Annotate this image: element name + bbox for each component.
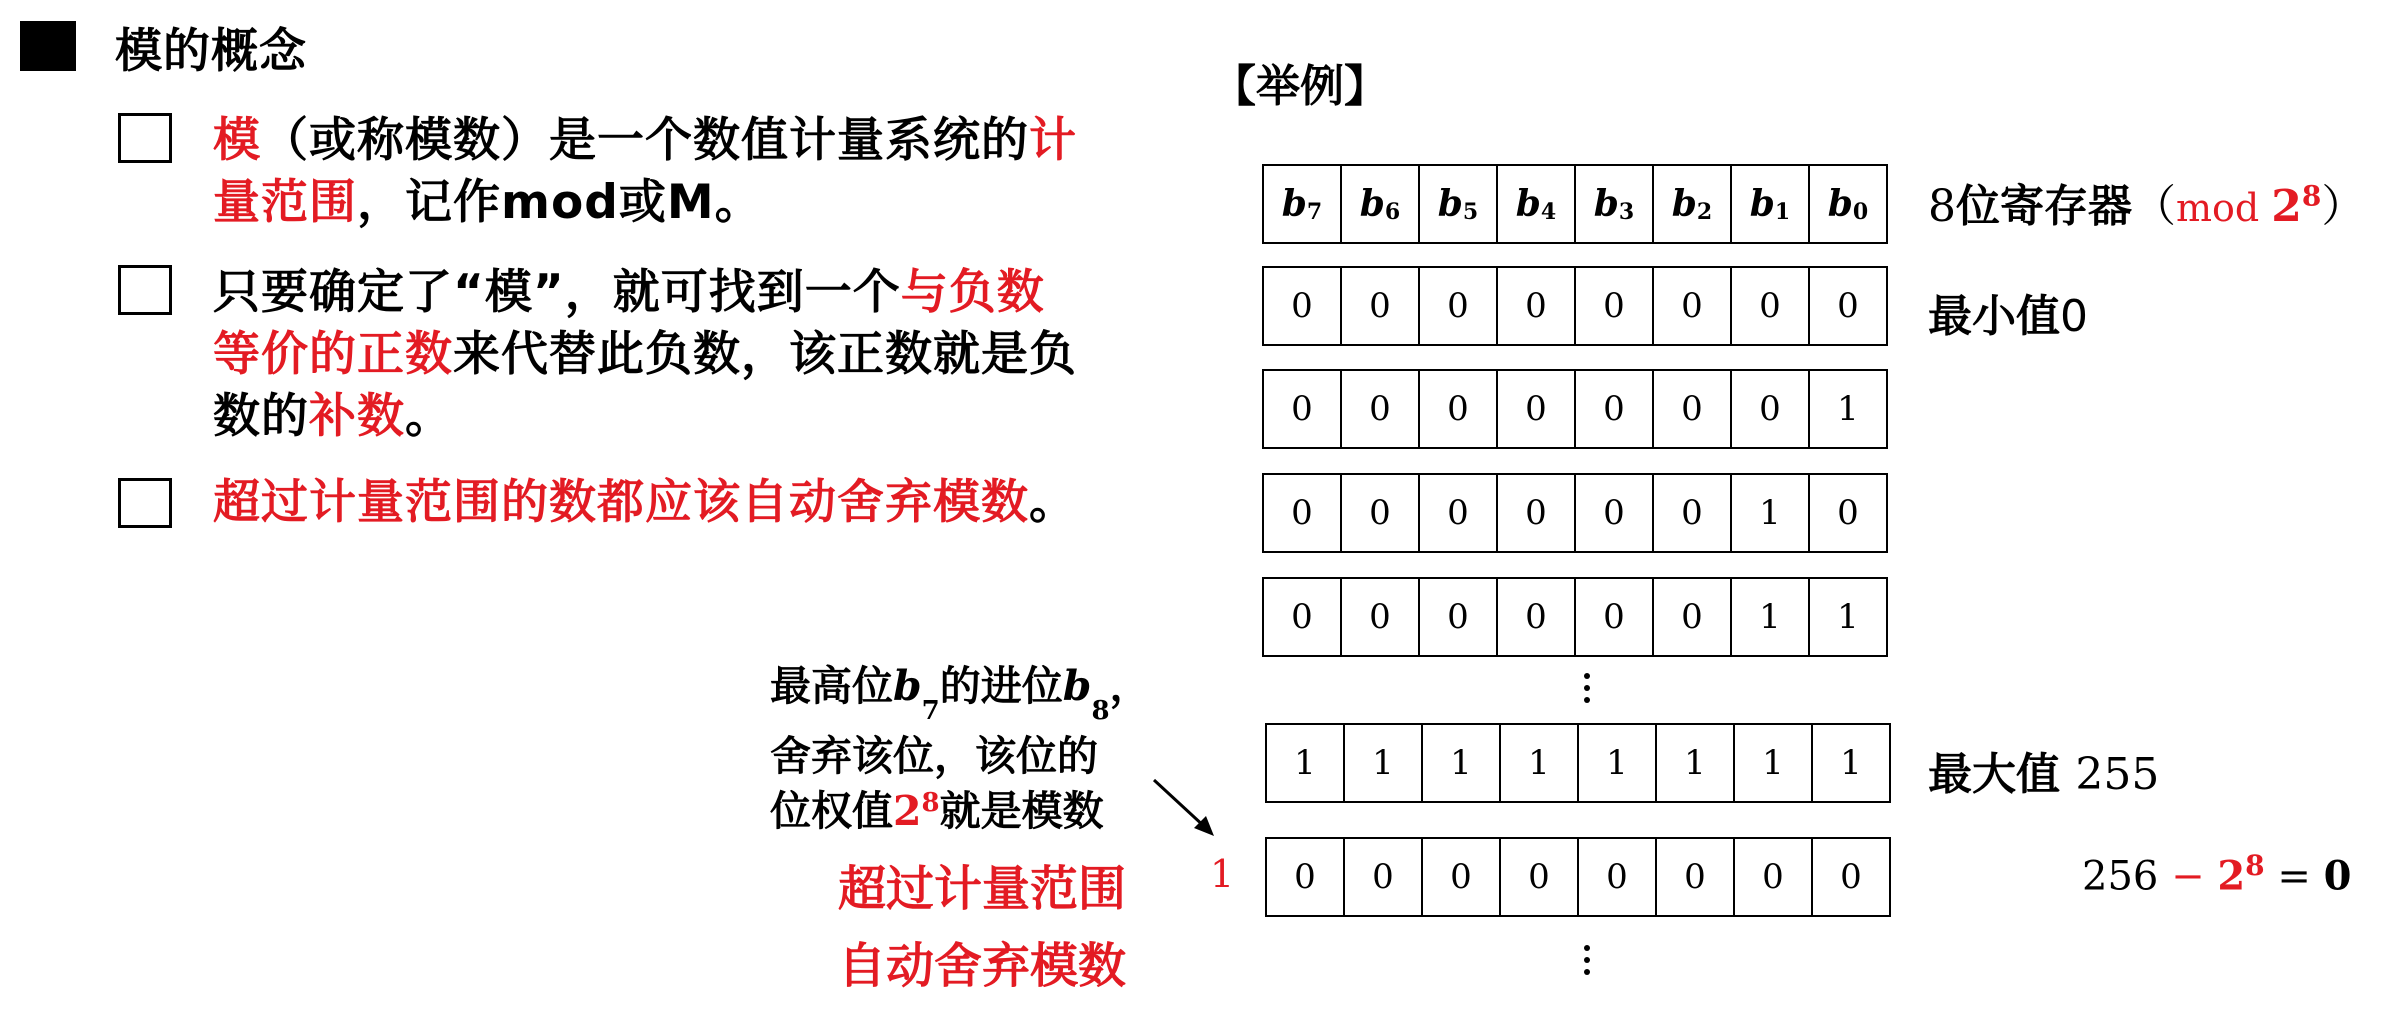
min-value-note xyxy=(1928,280,2088,344)
bullet-line xyxy=(213,472,1213,534)
register-bit-cell: 0 xyxy=(1262,266,1342,346)
bullet-line xyxy=(213,262,1173,324)
text-run: 只要确定了“模”，就可找到一个 xyxy=(213,265,901,320)
overflow-line-2: 自动舍弃模数 xyxy=(838,938,1127,994)
text-run: （或称模数）是一个数值计量系统的 xyxy=(261,113,1029,168)
register-bit-cell: 0 xyxy=(1574,473,1654,553)
equation-minus: − xyxy=(2171,853,2205,900)
register-bit-cell: 0 xyxy=(1496,473,1576,553)
register-header-bit: b $_3$ xyxy=(1574,164,1654,244)
register-bit-cell: 1 xyxy=(1499,723,1579,803)
register-bit-cell: 0 xyxy=(1730,369,1810,449)
bullet-1-text xyxy=(213,110,1173,234)
checkbox-2[interactable] xyxy=(118,265,172,315)
equation-lhs: 256 xyxy=(2082,853,2159,900)
register-header-bit: b $_2$ xyxy=(1652,164,1732,244)
register-bit-cell: 0 xyxy=(1808,473,1888,553)
register-bit-cell: 1 xyxy=(1577,723,1657,803)
carry-note-b8-sub: 8 xyxy=(1091,696,1110,727)
register-bit-cell: 1 xyxy=(1343,723,1423,803)
bullet-line xyxy=(213,386,1173,448)
overflow-line-1: 超过计量范围 xyxy=(838,861,1127,917)
register-header-bit: b $_6$ xyxy=(1340,164,1420,244)
text-run: 。 xyxy=(405,389,453,444)
register-bit-cell: 0 xyxy=(1652,369,1732,449)
register-bit-cell: 0 xyxy=(1262,577,1342,657)
bullet-line xyxy=(213,110,1173,172)
register-bit-cell: 0 xyxy=(1496,577,1576,657)
register-bit-cell: 0 xyxy=(1340,369,1420,449)
carry-note-1c: 的进位 xyxy=(939,662,1063,710)
bullet-line xyxy=(213,172,1173,234)
register-bit-cell: 0 xyxy=(1652,577,1732,657)
text-run: 与负数 xyxy=(900,265,1045,320)
register-note-exp: 8 xyxy=(2301,179,2322,213)
carry-note-b7: b xyxy=(893,662,922,710)
register-bit-cell: 1 xyxy=(1730,473,1810,553)
register-bit-cell: 0 xyxy=(1808,266,1888,346)
register-bit-cell: 0 xyxy=(1574,577,1654,657)
register-header-bit: b $_4$ xyxy=(1496,164,1576,244)
carry-note-b8: b xyxy=(1062,662,1092,710)
section-title: 模的概念 xyxy=(115,24,307,79)
text-run: 来代替此负数，该正数就是负 xyxy=(453,327,1077,382)
register-bit-cell: 0 xyxy=(1577,837,1657,917)
register-header-bit: b $_1$ xyxy=(1730,164,1810,244)
text-run: 等价的正数 xyxy=(213,327,453,382)
register-header-row xyxy=(1262,164,1888,244)
register-bit-cell: 0 xyxy=(1343,837,1423,917)
register-row-overflow xyxy=(1265,837,1891,917)
register-bit-cell: 1 xyxy=(1733,723,1813,803)
register-bit-cell: 0 xyxy=(1418,577,1498,657)
register-row-min xyxy=(1262,266,1888,346)
max-value-note xyxy=(1928,738,2159,802)
register-bit-cell: 0 xyxy=(1340,473,1420,553)
register-bit-cell: 0 xyxy=(1499,837,1579,917)
register-note-mod: mod xyxy=(2176,186,2260,230)
register-bit-cell: 0 xyxy=(1262,369,1342,449)
carry-note-1e: ， xyxy=(1109,662,1151,710)
text-run: 补数 xyxy=(309,389,405,444)
register-bit-cell: 0 xyxy=(1265,837,1345,917)
max-value-label: 最大值 xyxy=(1928,749,2060,800)
register-bit-cell: 1 xyxy=(1811,723,1891,803)
register-bit-cell: 1 xyxy=(1808,577,1888,657)
checkbox-1[interactable] xyxy=(118,113,172,163)
register-bit-cell: 0 xyxy=(1418,473,1498,553)
register-note-close: ） xyxy=(2321,181,2366,232)
text-run: ，记作mod或M。 xyxy=(357,175,763,230)
register-bit-cell: 1 xyxy=(1808,369,1888,449)
register-header-bit: b $_5$ xyxy=(1418,164,1498,244)
bullet-line xyxy=(213,324,1173,386)
register-bit-cell: 1 xyxy=(1655,723,1735,803)
register-note-two: 2 xyxy=(2271,181,2302,232)
text-run: 。 xyxy=(1029,475,1077,530)
text-run: 超过计量范围的数都应该自动舍弃模数 xyxy=(213,475,1029,530)
register-bits-count: 8 xyxy=(1928,181,1956,232)
register-row-1 xyxy=(1262,369,1888,449)
carry-arrow-icon xyxy=(1150,776,1220,840)
ellipsis-middle xyxy=(1584,673,1590,709)
text-run: 计 xyxy=(1029,113,1077,168)
register-bit-cell: 0 xyxy=(1811,837,1891,917)
overflow-equation xyxy=(2082,849,2351,899)
register-bit-cell: 0 xyxy=(1655,837,1735,917)
register-note-text: 位寄存器 xyxy=(1956,181,2132,232)
register-bit-cell: 0 xyxy=(1262,473,1342,553)
register-header-bit: b $_7$ xyxy=(1262,164,1342,244)
equation-exp: 8 xyxy=(2245,849,2265,882)
register-bit-cell: 0 xyxy=(1574,266,1654,346)
example-label: 【举例】 xyxy=(1212,61,1388,112)
carry-note-two: 2 xyxy=(893,787,922,835)
equation-equals: = xyxy=(2277,853,2311,900)
register-bit-cell: 1 xyxy=(1265,723,1345,803)
max-value-number: 255 xyxy=(2075,749,2160,800)
section-marker xyxy=(20,21,76,71)
register-bit-cell: 1 xyxy=(1421,723,1501,803)
register-header-bit: b $_0$ xyxy=(1808,164,1888,244)
min-value-label: 最小值 xyxy=(1928,291,2060,342)
register-bit-cell: 0 xyxy=(1340,266,1420,346)
min-value-number: 0 xyxy=(2060,291,2088,342)
carry-note-exp: 8 xyxy=(921,788,940,818)
register-bit-cell: 0 xyxy=(1418,266,1498,346)
register-note xyxy=(1928,170,2365,234)
bullet-2-text xyxy=(213,262,1173,448)
carry-note-3a: 位权值 xyxy=(770,787,893,835)
register-bit-cell: 0 xyxy=(1652,473,1732,553)
register-bit-cell: 0 xyxy=(1421,837,1501,917)
equation-rhs: 0 xyxy=(2323,852,2352,900)
register-bit-cell: 0 xyxy=(1418,369,1498,449)
ellipsis-bottom xyxy=(1584,945,1590,981)
text-run: 量范围 xyxy=(213,175,357,230)
register-bit-cell: 0 xyxy=(1652,266,1732,346)
text-run: 模 xyxy=(213,113,261,168)
carry-note-b7-sub: 7 xyxy=(921,696,940,727)
register-bit-cell: 1 xyxy=(1730,577,1810,657)
carry-note-line-2: 舍弃该位，该位的 xyxy=(770,732,1098,780)
register-bit-cell: 0 xyxy=(1574,369,1654,449)
register-bit-cell: 0 xyxy=(1496,369,1576,449)
register-bit-cell: 0 xyxy=(1733,837,1813,917)
register-row-2 xyxy=(1262,473,1888,553)
register-bit-cell: 0 xyxy=(1730,266,1810,346)
equation-two: 2 xyxy=(2217,852,2246,900)
register-row-3 xyxy=(1262,577,1888,657)
carry-note-line-3 xyxy=(770,775,1104,853)
register-bit-cell: 0 xyxy=(1496,266,1576,346)
text-run: 数的 xyxy=(213,389,309,444)
register-row-max xyxy=(1265,723,1891,803)
bullet-3-text xyxy=(213,472,1213,534)
carry-note-3b: 就是模数 xyxy=(939,787,1104,835)
register-note-open: （ xyxy=(2132,181,2176,232)
carry-note-1a: 最高位 xyxy=(770,662,893,710)
checkbox-3[interactable] xyxy=(118,478,172,528)
carry-digit: 1 xyxy=(1210,852,1235,896)
register-bit-cell: 0 xyxy=(1340,577,1420,657)
